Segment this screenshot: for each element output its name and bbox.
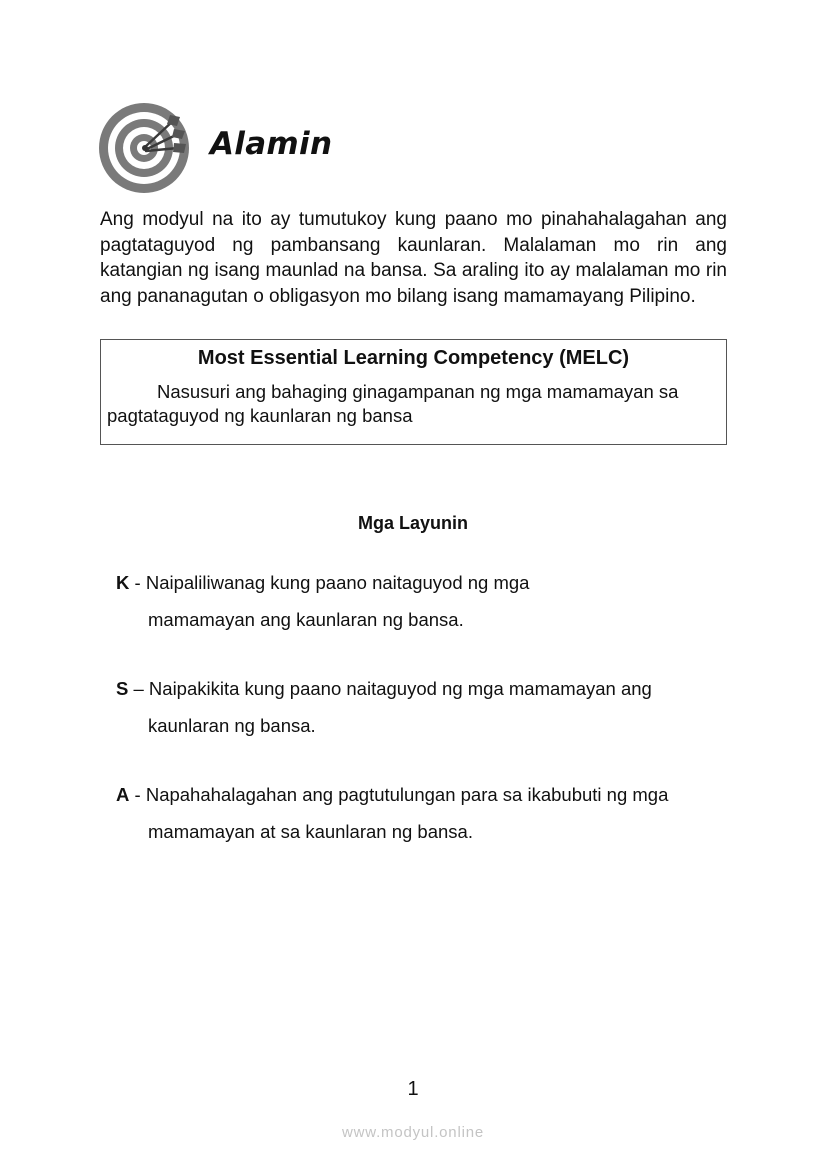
objective-letter: S xyxy=(116,678,129,699)
melc-box xyxy=(100,339,727,445)
objective-letter: A xyxy=(116,784,130,805)
footer-url: www.modyul.online xyxy=(342,1124,484,1141)
objective-letter: K xyxy=(116,572,130,593)
objective-line2: mamamayan ang kaunlaran ng bansa. xyxy=(148,609,464,630)
objective-line2: kaunlaran ng bansa. xyxy=(148,715,316,736)
objective-separator: – xyxy=(128,678,149,699)
page-number: 1 xyxy=(407,1078,419,1100)
objective-knowledge xyxy=(116,564,736,638)
objective-separator: - xyxy=(129,572,146,593)
target-with-darts-icon xyxy=(98,98,194,194)
objective-attitude xyxy=(116,776,736,850)
objectives-title: Mga Layunin xyxy=(357,513,468,533)
section-header xyxy=(98,98,332,194)
objective-line1: Naipakikita kung paano naitaguyod ng mga mamamayan ang xyxy=(148,678,652,699)
melc-title: Most Essential Learning Competency (MELC) xyxy=(197,347,630,369)
objective-skill xyxy=(116,670,736,744)
section-title: Alamin xyxy=(210,126,333,162)
objective-line2: mamamayan at sa kaunlaran ng bansa. xyxy=(148,821,473,842)
melc-text: Nasusuri ang bahaging ginagampanan ng mga mamamayan sa pagtataguyod ng kaunlaran ng bansa xyxy=(107,381,679,426)
objective-separator: - xyxy=(129,784,146,805)
objective-line1: Napahahalagahan ang pagtutulungan para sa ikabubuti ng mga xyxy=(145,784,669,805)
intro-paragraph: Ang modyul na ito ay tumutukoy kung paano mo pinahahalagahan ang pagtataguyod ng pambansang kaunlaran. Malalaman mo rin ang katangian ng isang maunlad na bansa. Sa araling ito ay malalaman mo rin ang pananagutan o obligasyon mo bilang isang mamamayang Pilipino. xyxy=(100,209,727,307)
objective-line1: Naipaliliwanag kung paano naitaguyod ng mga xyxy=(145,572,530,593)
